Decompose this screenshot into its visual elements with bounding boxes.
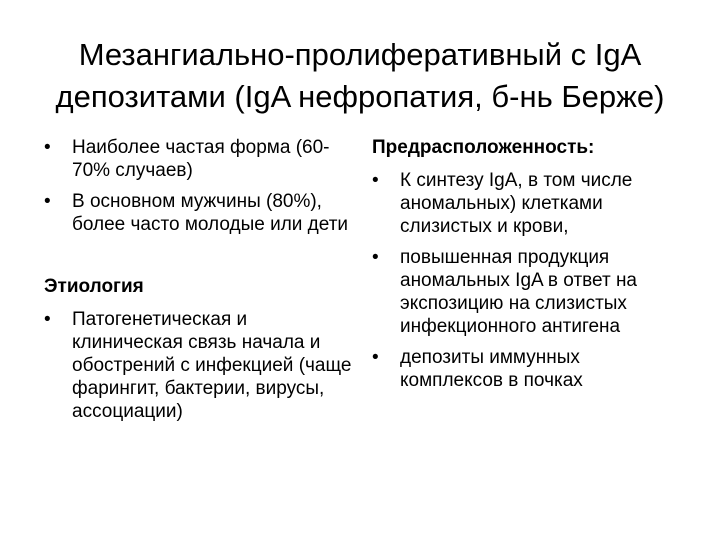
- list-item-text: Наиболее частая форма (60-70% случаев): [72, 137, 330, 181]
- bullet-icon: •: [44, 137, 51, 158]
- bullet-icon: •: [372, 347, 379, 368]
- etiology-heading: Этиология: [44, 276, 144, 297]
- bullet-icon: •: [372, 170, 379, 191]
- slide-title-line-1: Мезангиально-пролиферативный с IgA: [78, 37, 642, 72]
- right-bullet-list: [372, 169, 672, 392]
- list-item-text: повышенная продукция аномальных IgA в ответ на экспозицию на слизистых инфекционного антигена: [400, 247, 637, 337]
- list-item: [372, 169, 672, 238]
- list-item-text: К синтезу IgA, в том числе аномальных) клетками слизистых и крови,: [400, 170, 633, 237]
- list-item: [44, 190, 354, 236]
- bullet-icon: •: [372, 247, 379, 268]
- predisposition-heading: Предрасположенность:: [372, 137, 595, 158]
- left-bullet-list: [44, 136, 354, 236]
- list-item: [44, 308, 354, 423]
- list-item: [44, 136, 354, 182]
- bullet-icon: •: [44, 191, 51, 212]
- bullet-icon: •: [44, 309, 51, 330]
- list-item: [372, 246, 672, 338]
- slide-title-line-2: депозитами (IgA нефропатия, б-нь Берже): [55, 79, 665, 114]
- right-column: [372, 136, 672, 400]
- spacer: [44, 244, 354, 275]
- list-item: [372, 346, 672, 392]
- list-item-text: Патогенетическая и клиническая связь начала и обострений с инфекцией (чаще фарингит, бактерии, вирусы, ассоциации): [72, 309, 352, 422]
- list-item-text: депозиты иммунных комплексов в почках: [400, 347, 583, 391]
- list-item-text: В основном мужчины (80%), более часто молодые или дети: [72, 191, 349, 235]
- left-column: [44, 136, 354, 431]
- slide-title: [20, 34, 700, 118]
- etiology-bullet-list: [44, 308, 354, 423]
